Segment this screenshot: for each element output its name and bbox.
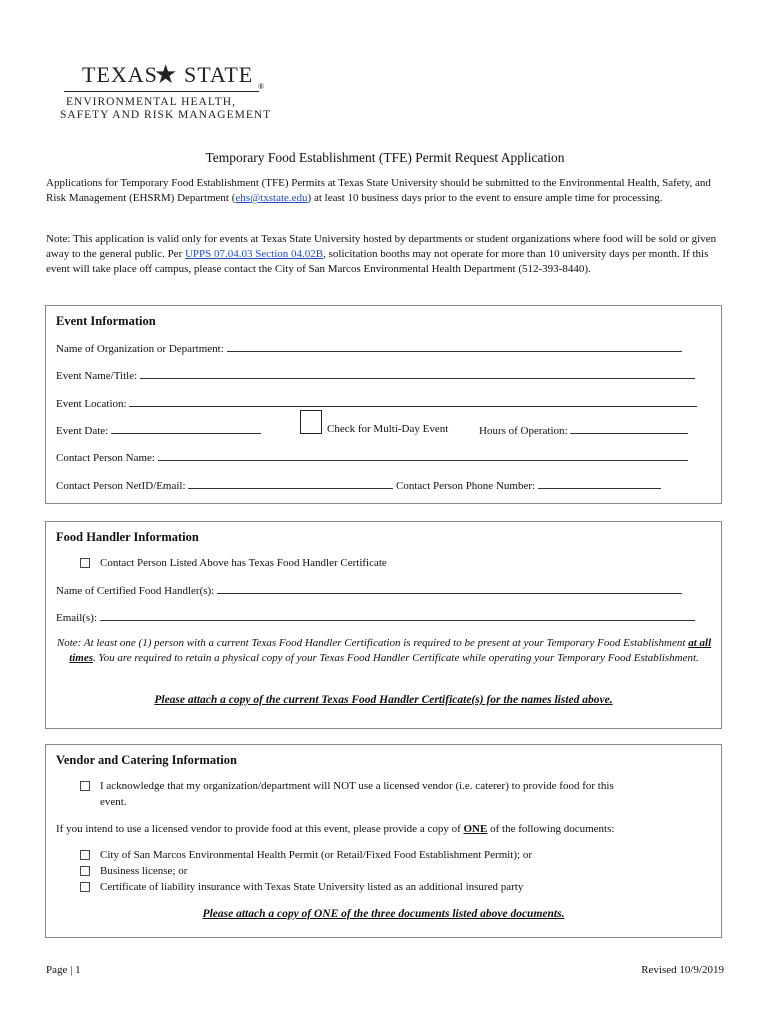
intro-text-a: Applications for Temporary Food Establishment (TFE) Permits at Texas State University should be submitted to the Environmental Health, Safety, and Risk Management (EHSRM) Department (: [46, 177, 711, 204]
org-field: [56, 341, 682, 355]
logo-rule: [64, 91, 259, 92]
event-date-label: Event Date:: [56, 425, 109, 437]
note-text-b: , solicitation booths may not operate for more than 10 university days per month. If this event will take place off campus, please contact the City of San Marcos Environmental Health Department (512-393-8440).: [46, 248, 709, 275]
food-attach-instruction: Please attach a copy of the current Texas Food Handler Certificate(s) for the names listed above.: [154, 694, 613, 706]
ack-label-line2: event.: [100, 796, 127, 808]
food-handler-names-label: Name of Certified Food Handler(s):: [56, 585, 215, 597]
food-handler-names-input[interactable]: [217, 583, 682, 594]
option-permit-label: City of San Marcos Environmental Health Permit (or Retail/Fixed Food Establishment Permit); or: [100, 849, 532, 861]
vendor-intent-text: [56, 823, 614, 835]
event-heading: Event Information: [56, 314, 156, 328]
option-permit-checkbox[interactable]: [80, 850, 90, 860]
netid-field: [56, 478, 661, 492]
star-icon: ★: [154, 60, 178, 89]
vendor-heading: Vendor and Catering Information: [56, 753, 237, 767]
option-license-checkbox[interactable]: [80, 866, 90, 876]
org-input[interactable]: [227, 341, 682, 352]
logo-subtitle-1: ENVIRONMENTAL HEALTH,: [66, 96, 236, 108]
option-insurance-row: [80, 881, 523, 893]
food-note-text-b: . You are required to retain a physical copy of your Texas Food Handler Certificate while operating your Temporary Food Establishment.: [93, 652, 699, 664]
multi-day-label: Check for Multi-Day Event: [327, 423, 449, 435]
revision-date: Revised 10/9/2019: [641, 964, 724, 976]
intro-text-b: ) at least 10 business days prior to the event to ensure ample time for processing.: [307, 192, 663, 204]
ack-label-line1: I acknowledge that my organization/department will NOT use a licensed vendor (i.e. caterer) to provide food for this: [100, 780, 614, 792]
event-information-section: [45, 305, 722, 504]
logo-subtitle-2: SAFETY AND RISK MANAGEMENT: [60, 109, 272, 121]
logo-word-state: STATE: [184, 62, 254, 87]
upps-link[interactable]: UPPS 07.04.03 Section 04.02B: [184, 248, 324, 260]
page-title: Temporary Food Establishment (TFE) Permit Request Application: [205, 150, 565, 165]
contact-name-label: Contact Person Name:: [56, 452, 155, 464]
food-handler-section: [45, 521, 722, 729]
event-name-input[interactable]: [140, 368, 695, 379]
hours-input[interactable]: [570, 423, 688, 434]
food-note-text-a: Note: At least one (1) person with a current Texas Food Handler Certification is required to be present at your Temporary Food Establishment: [56, 637, 689, 649]
food-note-emphasis: at all times: [69, 637, 712, 664]
certificate-checkbox-row: [80, 557, 387, 569]
logo-word-texas: TEXAS: [82, 62, 158, 87]
vendor-intent-b: of the following documents:: [487, 823, 615, 835]
event-location-input[interactable]: [129, 396, 697, 407]
event-date-field: [56, 423, 261, 437]
option-license-label: Business license; or: [100, 865, 188, 877]
vendor-catering-section: [45, 744, 722, 938]
contact-name-input[interactable]: [158, 450, 688, 461]
food-handler-emails-field: [56, 610, 695, 624]
certificate-checkbox-label: Contact Person Listed Above has Texas Food Handler Certificate: [100, 557, 387, 569]
registered-mark: ®: [258, 82, 265, 91]
hours-field: [479, 423, 688, 437]
food-handler-emails-label: Email(s):: [56, 612, 97, 624]
page-number: Page | 1: [46, 964, 81, 976]
food-handler-emails-input[interactable]: [100, 610, 695, 621]
org-label: Name of Organization or Department:: [56, 343, 224, 355]
ehs-email-link[interactable]: ehs@txstate.edu: [235, 192, 308, 204]
food-heading: Food Handler Information: [56, 530, 199, 544]
ack-checkbox-row: [80, 780, 614, 792]
note-text-a: Note: This application is valid only for events at Texas State University hosted by departments or student organizations where food will be sold or given away to the general public. Per: [46, 233, 717, 260]
vendor-attach-instruction: Please attach a copy of ONE of the three documents listed above documents.: [202, 908, 565, 920]
validity-note-paragraph: [46, 232, 726, 277]
multi-day-checkbox[interactable]: [300, 410, 322, 434]
food-handler-names-field: [56, 583, 682, 597]
option-insurance-checkbox[interactable]: [80, 882, 90, 892]
phone-input[interactable]: [538, 478, 661, 489]
vendor-intent-a: If you intend to use a licensed vendor to provide food at this event, please provide a copy of: [56, 823, 464, 835]
intro-paragraph: [46, 176, 726, 206]
event-location-label: Event Location:: [56, 398, 127, 410]
option-license-row: [80, 865, 187, 877]
food-handler-note: [54, 636, 714, 666]
phone-label: Contact Person Phone Number:: [396, 480, 536, 492]
vendor-intent-one: ONE: [463, 823, 488, 835]
event-date-input[interactable]: [111, 423, 261, 434]
certificate-checkbox[interactable]: [80, 558, 90, 568]
texas-state-logo: [60, 62, 290, 122]
event-location-field: [56, 396, 697, 410]
event-name-field: [56, 368, 695, 382]
option-permit-row: [80, 849, 532, 861]
contact-name-field: [56, 450, 688, 464]
netid-label: Contact Person NetID/Email:: [56, 480, 186, 492]
netid-input[interactable]: [188, 478, 393, 489]
ack-checkbox[interactable]: [80, 781, 90, 791]
option-insurance-label: Certificate of liability insurance with Texas State University listed as an additional insured party: [100, 881, 524, 893]
hours-label: Hours of Operation:: [479, 425, 568, 437]
event-name-label: Event Name/Title:: [56, 370, 138, 382]
